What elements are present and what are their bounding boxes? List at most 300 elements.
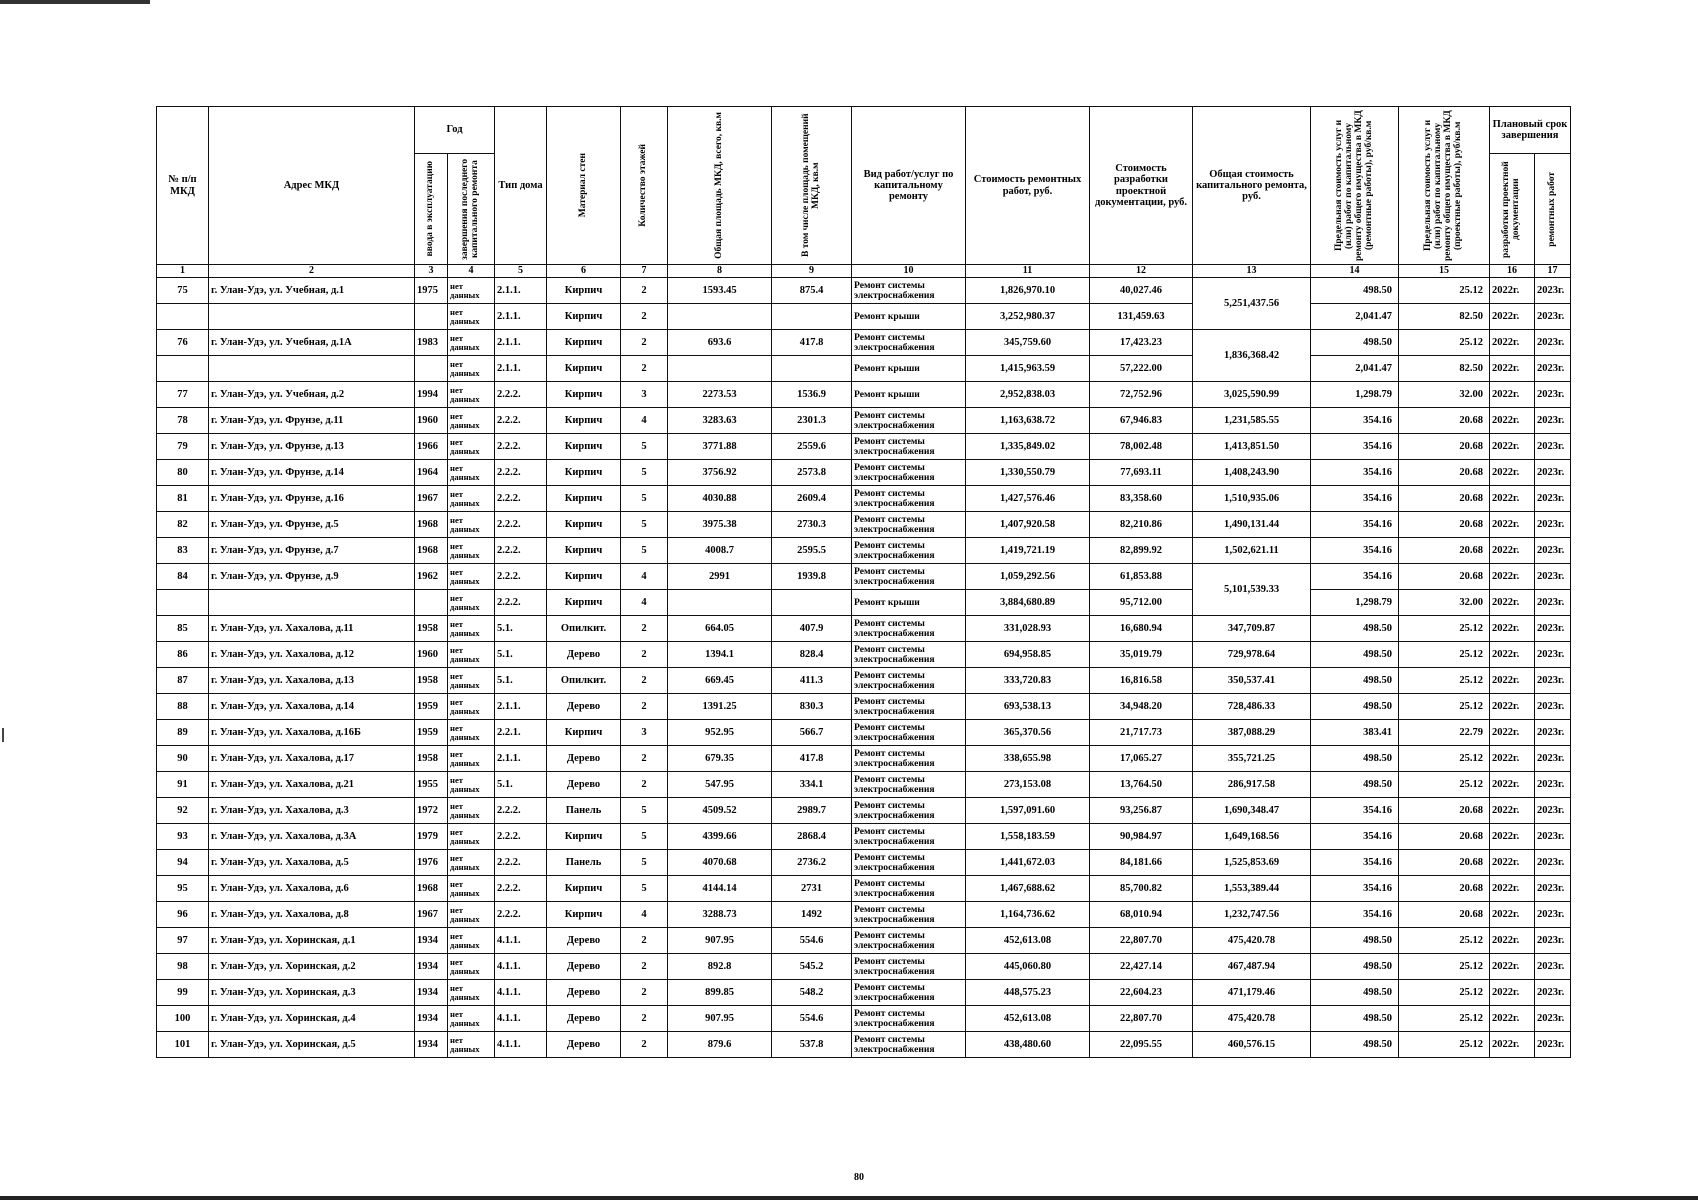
- cell-wall-material: Дерево: [547, 772, 621, 798]
- cell-limit-design: 25.12: [1399, 642, 1490, 668]
- cell-plan-design-year: 2022г.: [1490, 408, 1535, 434]
- table-row: [157, 408, 1571, 434]
- cell-work-type: Ремонт системы электроснабжения: [852, 798, 966, 824]
- cell-year-last-repair: нет данных: [448, 304, 495, 330]
- cell-year-last-repair: нет данных: [448, 590, 495, 616]
- cell-year-built: 1967: [415, 486, 448, 512]
- cell-work-type: Ремонт системы электроснабжения: [852, 330, 966, 356]
- cell-address: г. Улан-Удэ, ул. Хахалова, д.3А: [209, 824, 415, 850]
- cell-design-cost: 72,752.96: [1090, 382, 1193, 408]
- cell-plan-design-year: 2022г.: [1490, 980, 1535, 1006]
- cell-repair-cost: 1,597,091.60: [966, 798, 1090, 824]
- cell-limit-design: 25.12: [1399, 330, 1490, 356]
- cell-room-area: 566.7: [772, 720, 852, 746]
- cell-year-last-repair: нет данных: [448, 668, 495, 694]
- cell-row-number: 92: [157, 798, 209, 824]
- cell-limit-repair: 2,041.47: [1311, 304, 1399, 330]
- cell-address: г. Улан-Удэ, ул. Хахалова, д.16Б: [209, 720, 415, 746]
- cell-total-area: 1391.25: [668, 694, 772, 720]
- cell-address: г. Улан-Удэ, ул. Хоринская, д.5: [209, 1032, 415, 1058]
- cell-room-area: 554.6: [772, 1006, 852, 1032]
- cell-work-type: Ремонт системы электроснабжения: [852, 642, 966, 668]
- cell-year-last-repair: нет данных: [448, 720, 495, 746]
- cell-work-type: Ремонт системы электроснабжения: [852, 486, 966, 512]
- cell-floors: 4: [621, 564, 668, 590]
- cell-floors: 2: [621, 746, 668, 772]
- cell-total-cost: 1,490,131.44: [1193, 512, 1311, 538]
- column-number: 3: [415, 265, 448, 278]
- column-number: 14: [1311, 265, 1399, 278]
- header-design-cost: Стоимость разработки проектной документации, руб.: [1090, 107, 1193, 265]
- cell-work-type: Ремонт системы электроснабжения: [852, 278, 966, 304]
- cell-plan-design-year: 2022г.: [1490, 746, 1535, 772]
- cell-total-area: [668, 356, 772, 382]
- cell-work-type: Ремонт системы электроснабжения: [852, 720, 966, 746]
- cell-repair-cost: 693,538.13: [966, 694, 1090, 720]
- cell-room-area: 334.1: [772, 772, 852, 798]
- cell-limit-repair: 1,298.79: [1311, 590, 1399, 616]
- cell-year-last-repair: нет данных: [448, 902, 495, 928]
- cell-design-cost: 35,019.79: [1090, 642, 1193, 668]
- cell-year-built: 1994: [415, 382, 448, 408]
- cell-plan-repair-year: 2023г.: [1535, 954, 1571, 980]
- cell-design-cost: 85,700.82: [1090, 876, 1193, 902]
- cell-address: г. Улан-Удэ, ул. Фрунзе, д.14: [209, 460, 415, 486]
- cell-house-type: 4.1.1.: [495, 1032, 547, 1058]
- cell-total-cost: 355,721.25: [1193, 746, 1311, 772]
- cell-row-number: [157, 304, 209, 330]
- table-row: [157, 850, 1571, 876]
- cell-limit-design: 20.68: [1399, 850, 1490, 876]
- table-row: [157, 694, 1571, 720]
- cell-room-area: [772, 590, 852, 616]
- cell-wall-material: Дерево: [547, 746, 621, 772]
- cell-total-cost: 1,510,935.06: [1193, 486, 1311, 512]
- cell-limit-repair: 498.50: [1311, 668, 1399, 694]
- cell-work-type: Ремонт системы электроснабжения: [852, 460, 966, 486]
- cell-row-number: 75: [157, 278, 209, 304]
- cell-year-built: 1960: [415, 408, 448, 434]
- cell-house-type: 4.1.1.: [495, 1006, 547, 1032]
- cell-repair-cost: 3,252,980.37: [966, 304, 1090, 330]
- cell-floors: 5: [621, 512, 668, 538]
- cell-design-cost: 22,807.70: [1090, 1006, 1193, 1032]
- cell-year-built: [415, 590, 448, 616]
- cell-address: г. Улан-Удэ, ул. Хоринская, д.3: [209, 980, 415, 1006]
- cell-plan-design-year: 2022г.: [1490, 772, 1535, 798]
- cell-address: г. Улан-Удэ, ул. Хахалова, д.12: [209, 642, 415, 668]
- cell-floors: 4: [621, 408, 668, 434]
- column-number: 10: [852, 265, 966, 278]
- table-row: [157, 902, 1571, 928]
- cell-total-cost: 347,709.87: [1193, 616, 1311, 642]
- cell-limit-design: 20.68: [1399, 824, 1490, 850]
- cell-house-type: 2.2.2.: [495, 486, 547, 512]
- cell-total-cost: 460,576.15: [1193, 1032, 1311, 1058]
- cell-address: г. Улан-Удэ, ул. Хахалова, д.11: [209, 616, 415, 642]
- cell-room-area: 417.8: [772, 330, 852, 356]
- cell-plan-repair-year: 2023г.: [1535, 642, 1571, 668]
- cell-limit-repair: 498.50: [1311, 772, 1399, 798]
- cell-limit-design: 20.68: [1399, 876, 1490, 902]
- cell-address: г. Улан-Удэ, ул. Хахалова, д.5: [209, 850, 415, 876]
- cell-house-type: 4.1.1.: [495, 928, 547, 954]
- cell-total-area: [668, 304, 772, 330]
- header-plan-repair: ремонтных работ: [1535, 154, 1571, 265]
- cell-design-cost: 21,717.73: [1090, 720, 1193, 746]
- cell-repair-cost: 333,720.83: [966, 668, 1090, 694]
- cell-year-built: 1934: [415, 928, 448, 954]
- cell-row-number: 93: [157, 824, 209, 850]
- cell-floors: 2: [621, 1006, 668, 1032]
- cell-total-cost: 1,553,389.44: [1193, 876, 1311, 902]
- cell-total-cost: 3,025,590.99: [1193, 382, 1311, 408]
- cell-address: г. Улан-Удэ, ул. Хахалова, д.17: [209, 746, 415, 772]
- cell-year-built: 1934: [415, 1006, 448, 1032]
- cell-plan-design-year: 2022г.: [1490, 434, 1535, 460]
- cell-house-type: 2.1.1.: [495, 694, 547, 720]
- cell-year-last-repair: нет данных: [448, 694, 495, 720]
- cell-room-area: 545.2: [772, 954, 852, 980]
- cell-limit-repair: 354.16: [1311, 564, 1399, 590]
- column-number: 16: [1490, 265, 1535, 278]
- cell-work-type: Ремонт крыши: [852, 356, 966, 382]
- cell-address: г. Улан-Удэ, ул. Учебная, д.1: [209, 278, 415, 304]
- cell-wall-material: Дерево: [547, 694, 621, 720]
- table-row: [157, 668, 1571, 694]
- header-year-group: Год: [415, 107, 495, 154]
- cell-limit-design: 25.12: [1399, 278, 1490, 304]
- cell-total-cost: 1,525,853.69: [1193, 850, 1311, 876]
- cell-house-type: 2.2.2.: [495, 824, 547, 850]
- cell-limit-repair: 498.50: [1311, 954, 1399, 980]
- cell-room-area: 1536.9: [772, 382, 852, 408]
- cell-wall-material: Дерево: [547, 980, 621, 1006]
- cell-plan-repair-year: 2023г.: [1535, 434, 1571, 460]
- cell-floors: 2: [621, 356, 668, 382]
- cell-row-number: 97: [157, 928, 209, 954]
- cell-wall-material: Кирпич: [547, 590, 621, 616]
- cell-floors: 5: [621, 876, 668, 902]
- cell-room-area: 548.2: [772, 980, 852, 1006]
- cell-total-cost: 1,231,585.55: [1193, 408, 1311, 434]
- cell-year-last-repair: нет данных: [448, 434, 495, 460]
- cell-total-cost: 1,649,168.56: [1193, 824, 1311, 850]
- cell-limit-design: 20.68: [1399, 434, 1490, 460]
- cell-year-last-repair: нет данных: [448, 1006, 495, 1032]
- cell-room-area: 1939.8: [772, 564, 852, 590]
- cell-plan-repair-year: 2023г.: [1535, 668, 1571, 694]
- cell-limit-design: 20.68: [1399, 798, 1490, 824]
- cell-wall-material: Кирпич: [547, 304, 621, 330]
- cell-row-number: 84: [157, 564, 209, 590]
- cell-year-built: 1972: [415, 798, 448, 824]
- cell-repair-cost: 345,759.60: [966, 330, 1090, 356]
- cell-repair-cost: 1,164,736.62: [966, 902, 1090, 928]
- cell-plan-repair-year: 2023г.: [1535, 564, 1571, 590]
- cell-plan-repair-year: 2023г.: [1535, 304, 1571, 330]
- cell-limit-repair: 383.41: [1311, 720, 1399, 746]
- cell-row-number: 82: [157, 512, 209, 538]
- column-number: 9: [772, 265, 852, 278]
- cell-room-area: 417.8: [772, 746, 852, 772]
- cell-address: [209, 304, 415, 330]
- header-plan-design: разработки проектной документации: [1490, 154, 1535, 265]
- cell-year-built: 1975: [415, 278, 448, 304]
- cell-limit-repair: 354.16: [1311, 798, 1399, 824]
- cell-wall-material: Кирпич: [547, 408, 621, 434]
- cell-plan-design-year: 2022г.: [1490, 356, 1535, 382]
- header-wall-material: Материал стен: [547, 107, 621, 265]
- column-number: 4: [448, 265, 495, 278]
- cell-total-area: 2991: [668, 564, 772, 590]
- cell-repair-cost: 365,370.56: [966, 720, 1090, 746]
- table-row: [157, 720, 1571, 746]
- cell-limit-design: 32.00: [1399, 382, 1490, 408]
- cell-work-type: Ремонт системы электроснабжения: [852, 616, 966, 642]
- cell-total-cost: 387,088.29: [1193, 720, 1311, 746]
- cell-total-cost: 728,486.33: [1193, 694, 1311, 720]
- cell-address: г. Улан-Удэ, ул. Хахалова, д.13: [209, 668, 415, 694]
- cell-year-last-repair: нет данных: [448, 876, 495, 902]
- table-row: [157, 798, 1571, 824]
- column-number: 8: [668, 265, 772, 278]
- header-total-cost: Общая стоимость капитального ремонта, руб.: [1193, 107, 1311, 265]
- cell-plan-design-year: 2022г.: [1490, 278, 1535, 304]
- cell-floors: 3: [621, 382, 668, 408]
- cell-year-last-repair: нет данных: [448, 954, 495, 980]
- cell-design-cost: 17,065.27: [1090, 746, 1193, 772]
- cell-limit-repair: 354.16: [1311, 902, 1399, 928]
- cell-year-built: 1960: [415, 642, 448, 668]
- cell-wall-material: Опилкит.: [547, 616, 621, 642]
- cell-design-cost: 82,899.92: [1090, 538, 1193, 564]
- header-number: № п/п МКД: [157, 107, 209, 265]
- cell-work-type: Ремонт системы электроснабжения: [852, 408, 966, 434]
- cell-address: г. Улан-Удэ, ул. Хахалова, д.14: [209, 694, 415, 720]
- cell-plan-repair-year: 2023г.: [1535, 460, 1571, 486]
- cell-address: г. Улан-Удэ, ул. Хахалова, д.8: [209, 902, 415, 928]
- cell-work-type: Ремонт системы электроснабжения: [852, 434, 966, 460]
- cell-total-cost: 729,978.64: [1193, 642, 1311, 668]
- cell-plan-design-year: 2022г.: [1490, 304, 1535, 330]
- cell-house-type: 2.2.2.: [495, 460, 547, 486]
- cell-design-cost: 34,948.20: [1090, 694, 1193, 720]
- cell-design-cost: 40,027.46: [1090, 278, 1193, 304]
- scan-mark: [2, 728, 4, 742]
- cell-room-area: 411.3: [772, 668, 852, 694]
- cell-row-number: 78: [157, 408, 209, 434]
- cell-repair-cost: 694,958.85: [966, 642, 1090, 668]
- cell-plan-design-year: 2022г.: [1490, 1032, 1535, 1058]
- cell-limit-repair: 498.50: [1311, 1032, 1399, 1058]
- cell-floors: 2: [621, 330, 668, 356]
- cell-address: г. Улан-Удэ, ул. Фрунзе, д.16: [209, 486, 415, 512]
- column-number: 1: [157, 265, 209, 278]
- cell-room-area: 2731: [772, 876, 852, 902]
- table-row: [157, 538, 1571, 564]
- cell-wall-material: Кирпич: [547, 460, 621, 486]
- cell-house-type: 2.2.2.: [495, 512, 547, 538]
- table-row: [157, 434, 1571, 460]
- cell-total-area: 1593.45: [668, 278, 772, 304]
- capital-repair-table: [156, 106, 1571, 1058]
- cell-limit-repair: 354.16: [1311, 460, 1399, 486]
- cell-row-number: 90: [157, 746, 209, 772]
- cell-limit-design: 22.79: [1399, 720, 1490, 746]
- cell-total-area: 3771.88: [668, 434, 772, 460]
- cell-wall-material: Панель: [547, 850, 621, 876]
- cell-plan-repair-year: 2023г.: [1535, 1006, 1571, 1032]
- table-row: [157, 980, 1571, 1006]
- cell-design-cost: 131,459.63: [1090, 304, 1193, 330]
- cell-plan-design-year: 2022г.: [1490, 902, 1535, 928]
- cell-address: г. Улан-Удэ, ул. Хоринская, д.1: [209, 928, 415, 954]
- cell-year-last-repair: нет данных: [448, 980, 495, 1006]
- cell-row-number: 96: [157, 902, 209, 928]
- cell-repair-cost: 1,419,721.19: [966, 538, 1090, 564]
- cell-work-type: Ремонт системы электроснабжения: [852, 954, 966, 980]
- cell-room-area: 2730.3: [772, 512, 852, 538]
- header-limit-repair: Предельная стоимость услуг и (или) работ по капитальному ремонту общего имущества в МКД (ремонтные работы), руб/кв.м: [1311, 107, 1399, 265]
- cell-room-area: 2868.4: [772, 824, 852, 850]
- header-plan-group: Плановый срок завершения: [1490, 107, 1571, 154]
- cell-plan-design-year: 2022г.: [1490, 668, 1535, 694]
- cell-plan-design-year: 2022г.: [1490, 850, 1535, 876]
- cell-wall-material: Дерево: [547, 1006, 621, 1032]
- cell-house-type: 2.2.2.: [495, 382, 547, 408]
- table-row: [157, 616, 1571, 642]
- cell-year-built: 1934: [415, 1032, 448, 1058]
- cell-wall-material: Дерево: [547, 928, 621, 954]
- cell-row-number: 91: [157, 772, 209, 798]
- cell-total-area: 3283.63: [668, 408, 772, 434]
- table-header: [157, 107, 1571, 278]
- cell-limit-repair: 354.16: [1311, 486, 1399, 512]
- cell-design-cost: 16,816.58: [1090, 668, 1193, 694]
- cell-repair-cost: 3,884,680.89: [966, 590, 1090, 616]
- cell-year-built: 1955: [415, 772, 448, 798]
- cell-plan-repair-year: 2023г.: [1535, 694, 1571, 720]
- cell-row-number: 98: [157, 954, 209, 980]
- cell-room-area: 554.6: [772, 928, 852, 954]
- cell-floors: 5: [621, 850, 668, 876]
- cell-plan-design-year: 2022г.: [1490, 590, 1535, 616]
- cell-year-built: 1958: [415, 668, 448, 694]
- table-row: [157, 772, 1571, 798]
- cell-room-area: [772, 304, 852, 330]
- cell-total-cost: 471,179.46: [1193, 980, 1311, 1006]
- header-address: Адрес МКД: [209, 107, 415, 265]
- cell-wall-material: Панель: [547, 798, 621, 824]
- table-row: [157, 564, 1571, 590]
- cell-work-type: Ремонт крыши: [852, 590, 966, 616]
- cell-repair-cost: 1,558,183.59: [966, 824, 1090, 850]
- cell-year-built: 1964: [415, 460, 448, 486]
- cell-year-built: 1976: [415, 850, 448, 876]
- cell-limit-repair: 354.16: [1311, 538, 1399, 564]
- cell-plan-repair-year: 2023г.: [1535, 980, 1571, 1006]
- cell-limit-repair: 354.16: [1311, 876, 1399, 902]
- cell-address: г. Улан-Удэ, ул. Учебная, д.1А: [209, 330, 415, 356]
- cell-floors: 5: [621, 824, 668, 850]
- cell-limit-design: 82.50: [1399, 304, 1490, 330]
- cell-repair-cost: 1,407,920.58: [966, 512, 1090, 538]
- cell-row-number: 85: [157, 616, 209, 642]
- cell-limit-design: 32.00: [1399, 590, 1490, 616]
- cell-floors: 5: [621, 434, 668, 460]
- cell-wall-material: Кирпич: [547, 356, 621, 382]
- cell-total-area: 547.95: [668, 772, 772, 798]
- cell-total-cost: 286,917.58: [1193, 772, 1311, 798]
- table-row: [157, 278, 1571, 304]
- cell-limit-design: 25.12: [1399, 694, 1490, 720]
- cell-room-area: 537.8: [772, 1032, 852, 1058]
- cell-limit-design: 25.12: [1399, 954, 1490, 980]
- header-year-built: ввода в эксплуатацию: [415, 154, 448, 265]
- cell-house-type: 5.1.: [495, 772, 547, 798]
- cell-total-area: 2273.53: [668, 382, 772, 408]
- cell-limit-repair: 498.50: [1311, 330, 1399, 356]
- cell-room-area: 2573.8: [772, 460, 852, 486]
- cell-design-cost: 82,210.86: [1090, 512, 1193, 538]
- cell-address: г. Улан-Удэ, ул. Хоринская, д.4: [209, 1006, 415, 1032]
- cell-total-area: 4399.66: [668, 824, 772, 850]
- table-row: [157, 460, 1571, 486]
- cell-design-cost: 16,680.94: [1090, 616, 1193, 642]
- cell-design-cost: 22,807.70: [1090, 928, 1193, 954]
- cell-row-number: [157, 356, 209, 382]
- cell-total-cost: 1,836,368.42: [1193, 330, 1311, 382]
- cell-plan-repair-year: 2023г.: [1535, 278, 1571, 304]
- cell-year-last-repair: нет данных: [448, 408, 495, 434]
- cell-row-number: 80: [157, 460, 209, 486]
- cell-limit-repair: 498.50: [1311, 980, 1399, 1006]
- cell-plan-repair-year: 2023г.: [1535, 330, 1571, 356]
- table-row: [157, 928, 1571, 954]
- column-number: 13: [1193, 265, 1311, 278]
- cell-total-area: [668, 590, 772, 616]
- cell-year-last-repair: нет данных: [448, 538, 495, 564]
- cell-total-area: 669.45: [668, 668, 772, 694]
- cell-design-cost: 57,222.00: [1090, 356, 1193, 382]
- cell-total-cost: 1,690,348.47: [1193, 798, 1311, 824]
- cell-repair-cost: 338,655.98: [966, 746, 1090, 772]
- cell-plan-design-year: 2022г.: [1490, 460, 1535, 486]
- cell-floors: 4: [621, 590, 668, 616]
- cell-wall-material: Кирпич: [547, 434, 621, 460]
- cell-wall-material: Кирпич: [547, 538, 621, 564]
- cell-row-number: 79: [157, 434, 209, 460]
- cell-repair-cost: 438,480.60: [966, 1032, 1090, 1058]
- cell-total-cost: 467,487.94: [1193, 954, 1311, 980]
- table-row: [157, 330, 1571, 356]
- cell-repair-cost: 1,335,849.02: [966, 434, 1090, 460]
- cell-room-area: 2609.4: [772, 486, 852, 512]
- cell-limit-design: 25.12: [1399, 668, 1490, 694]
- cell-total-area: 3288.73: [668, 902, 772, 928]
- cell-work-type: Ремонт системы электроснабжения: [852, 694, 966, 720]
- cell-house-type: 4.1.1.: [495, 980, 547, 1006]
- cell-total-area: 3975.38: [668, 512, 772, 538]
- cell-work-type: Ремонт системы электроснабжения: [852, 668, 966, 694]
- cell-wall-material: Кирпич: [547, 564, 621, 590]
- cell-house-type: 2.1.1.: [495, 746, 547, 772]
- cell-year-last-repair: нет данных: [448, 382, 495, 408]
- cell-plan-repair-year: 2023г.: [1535, 538, 1571, 564]
- cell-row-number: 86: [157, 642, 209, 668]
- cell-total-cost: 475,420.78: [1193, 928, 1311, 954]
